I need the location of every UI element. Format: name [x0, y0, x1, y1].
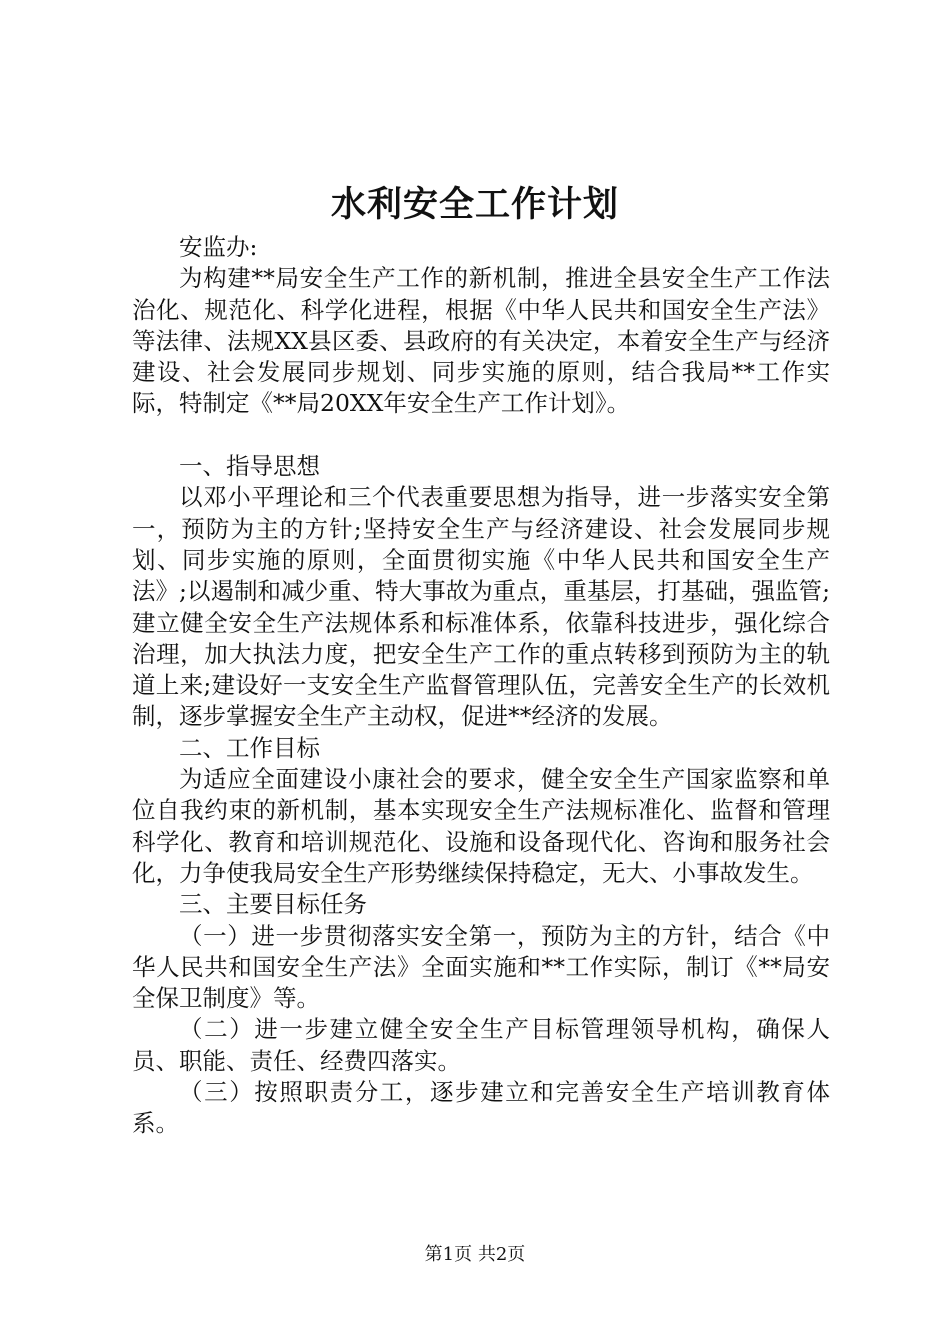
document-title: 水利安全工作计划	[330, 184, 619, 225]
page-footer: 第1页 共2页	[424, 1244, 526, 1265]
document-body	[132, 232, 830, 1140]
section-body-work-goals: 为适应全面建设小康社会的要求，健全安全生产国家监察和单位自我约束的新机制，基本实现安全生产法规标准化、监督和管理科学化、教育和培训规范化、设施和设备现代化、咨询和服务社会化，力争使我局安全生产形势继续保持稳定，无大、小事故发生。	[132, 765, 830, 887]
task-item-3: （三）按照职责分工，逐步建立和完善安全生产培训教育体系。	[132, 1078, 830, 1138]
section-heading-main-tasks: 三、主要目标任务	[179, 890, 367, 919]
section-heading-guiding-ideology: 一、指导思想	[179, 452, 320, 481]
task-item-1: （一）进一步贯彻落实安全第一，预防为主的方针，结合《中华人民共和国安全生产法》全面实施和**工作实际，制订《**局安全保卫制度》等。	[132, 921, 830, 1013]
section-heading-work-goals: 二、工作目标	[179, 733, 320, 762]
paragraph-spacer	[132, 420, 830, 451]
task-item-2: （二）进一步建立健全安全生产目标管理领导机构，确保人员、职能、责任、经费四落实。	[132, 1015, 830, 1075]
section-body-guiding-ideology: 以邓小平理论和三个代表重要思想为指导，进一步落实安全第一，预防为主的方针;坚持安全生产与经济建设、社会发展同步规划、同步实施的原则，全面贯彻实施《中华人民共和国安全生产法》;以遏制和减少重、特大事故为重点，重基层，打基础，强监管;建立健全安全生产法规体系和标准体系，依靠科技进步，强化综合治理，加大执法力度，把安全生产工作的重点转移到预防为主的轨道上来;建设好一支安全生产监督管理队伍，完善安全生产的长效机制，逐步掌握安全生产主动权，促进**经济的发展。	[132, 483, 830, 731]
intro-paragraph: 为构建**局安全生产工作的新机制，推进全县安全生产工作法治化、规范化、科学化进程，根据《中华人民共和国安全生产法》等法律、法规XX县区委、县政府的有关决定，本着安全生产与经济建设、社会发展同步规划、同步实施的原则，结合我局**工作实际，特制定《**局20XX年安全生产工作计划》。	[132, 264, 830, 418]
salutation: 安监办:	[179, 233, 258, 261]
